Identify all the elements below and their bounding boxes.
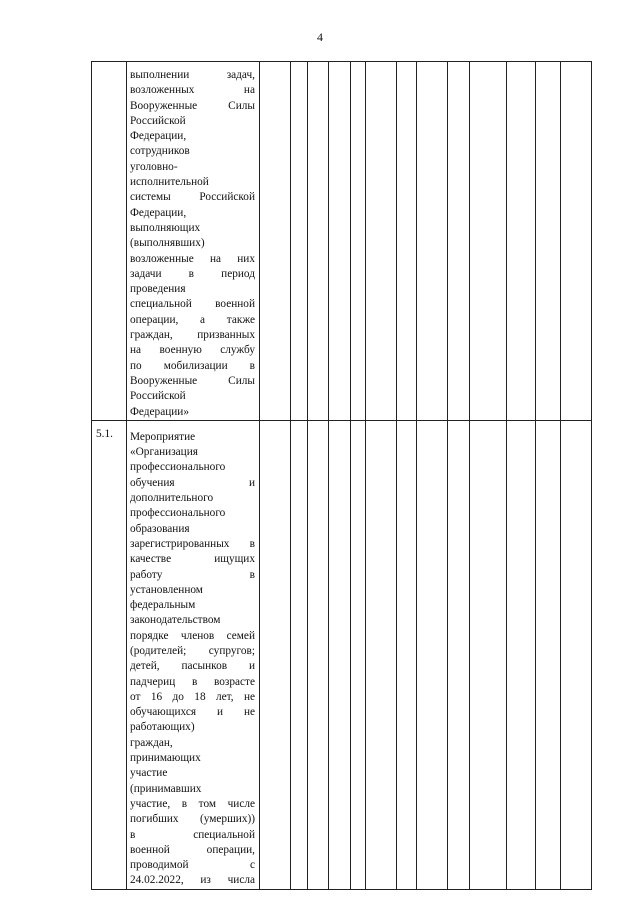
description-line: профессионального [130,507,226,520]
description-line: Федерации, [130,130,187,143]
value-cell [260,62,291,421]
row-description [127,420,260,889]
description-line: по мобилизации в [130,359,255,372]
description-line: участие [130,767,168,780]
description-line: системы Российской [130,191,255,204]
description-line: военной операции, [130,843,255,856]
value-cell [366,62,397,421]
description-line: Вооруженные Силы [130,99,255,112]
description-line: профессионального [130,461,226,474]
description-line: Российской [130,114,186,127]
row-number [92,62,127,421]
description-line: на военную службу [130,344,255,357]
value-cell [417,420,448,889]
value-cell [448,420,470,889]
value-cell [507,62,536,421]
description-line: 24.02.2022, из числа [130,874,255,887]
table-row [92,62,592,421]
description-line: детей, пасынков и [130,660,255,673]
program-table [91,61,592,890]
description-line: граждан, призванных [130,329,255,342]
value-cell [417,62,448,421]
value-cell [536,62,561,421]
row-description [127,62,260,421]
row-number: 5.1. [92,420,127,889]
description-line: выполняющих [130,221,201,234]
description-line: проводимой с [130,859,255,872]
description-line: выполнении задач, [130,69,255,81]
description-line: зарегистрированных в [130,537,255,550]
value-cell [448,62,470,421]
value-cell [308,420,329,889]
description-line: проведения [130,283,186,296]
description-line: задачи в период [130,267,255,280]
description-line: порядке членов семей [130,629,255,642]
description-line: возложенные на них [130,252,255,265]
value-cell [351,62,366,421]
description-line: операции, а также [130,313,255,326]
page-number: 4 [317,30,323,44]
description-line: в специальной [130,828,255,841]
value-cell [397,420,417,889]
description-line: специальной военной [130,298,255,311]
description-line: обучения и [130,476,255,489]
value-cell [329,420,351,889]
description-line: погибших (умерших)) [130,813,255,826]
description-line: Федерации» [130,405,189,418]
description-line: от 16 до 18 лет, не [130,690,255,703]
description-line: Вооруженные Силы [130,374,255,387]
description-line: возложенных на [130,84,255,97]
description-line: Российской [130,390,186,403]
description-line: сотрудников [130,145,190,158]
value-cell [507,420,536,889]
description-line: федеральным [130,599,196,612]
value-cell [470,420,507,889]
value-cell [291,62,308,421]
description-line: уголовно- [130,160,178,173]
description-line: работу в [130,568,255,581]
table-row [92,420,592,889]
description-line: падчериц в возрасте [130,675,255,688]
description-line: Федерации, [130,206,187,219]
value-cell [470,62,507,421]
description-line: установленном [130,583,203,596]
value-cell [561,420,592,889]
value-cell [561,62,592,421]
value-cell [291,420,308,889]
description-line: участие, в том числе [130,797,255,810]
description-line: (родителей; супругов; [130,644,255,657]
value-cell [397,62,417,421]
value-cell [308,62,329,421]
description-line: исполнительной [130,176,209,189]
value-cell [260,420,291,889]
description-line: граждан, [130,736,173,749]
value-cell [329,62,351,421]
description-line: образования [130,522,190,535]
value-cell [351,420,366,889]
value-cell [536,420,561,889]
description-line: качестве ищущих [130,553,255,566]
description-line: дополнительного [130,492,214,505]
description-line: (принимавших [130,782,202,795]
description-line: работающих) [130,721,195,734]
description-line: (выполнявших) [130,237,205,250]
description-line: «Организация [130,446,198,459]
description-line: законодательством [130,614,221,627]
description-line: Мероприятие [130,430,196,443]
description-line: принимающих [130,752,201,765]
description-line: обучающихся и не [130,706,255,719]
value-cell [366,420,397,889]
